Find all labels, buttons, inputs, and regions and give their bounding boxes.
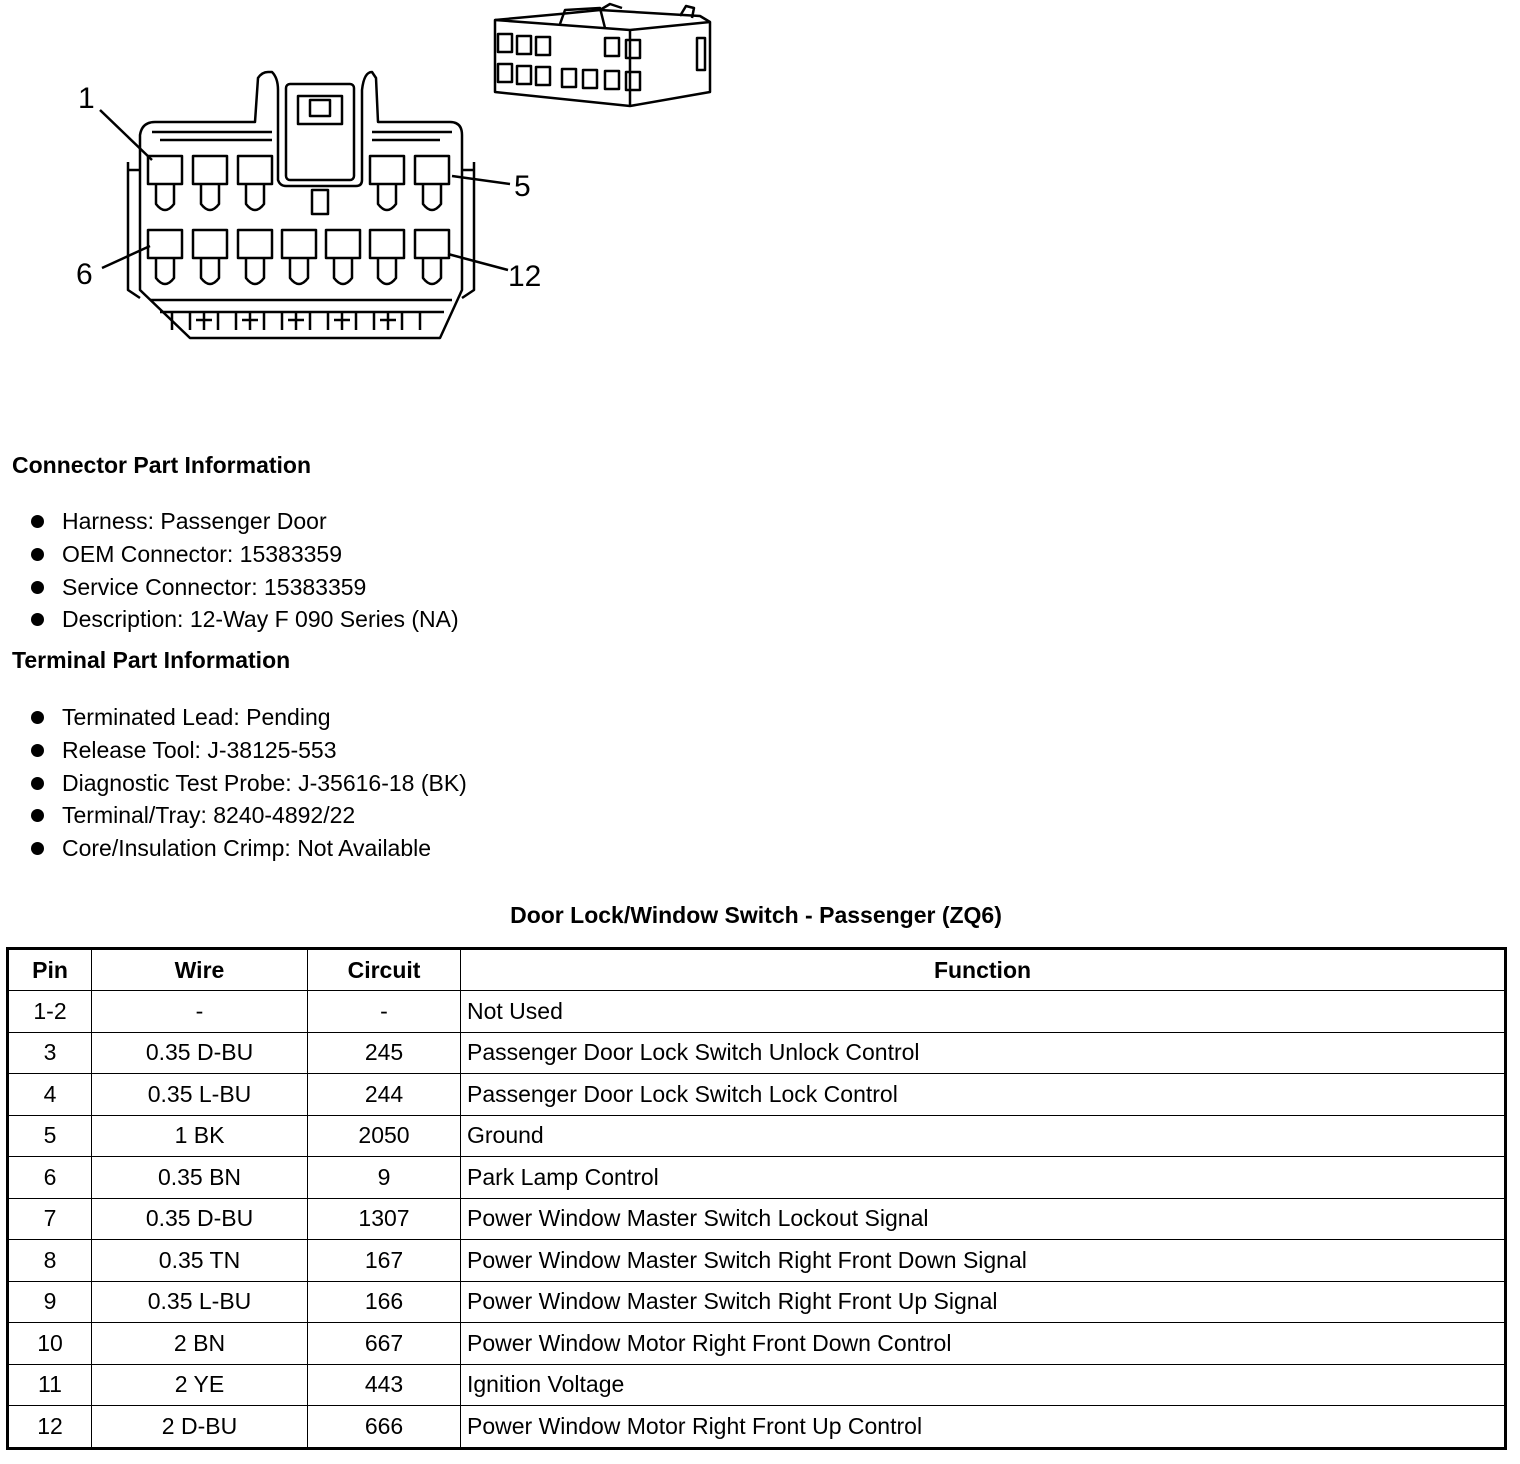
connector-part-info-heading: Connector Part Information [12, 452, 312, 478]
bullet-icon [31, 548, 44, 561]
table-header-row [8, 949, 1506, 991]
connector-3d-view [495, 4, 710, 106]
connector-diagram [0, 0, 760, 400]
bullet-icon [31, 613, 44, 626]
column-header-wire: Wire [92, 949, 308, 991]
column-header-circuit: Circuit [308, 949, 461, 991]
list-item: Terminal/Tray: 8240-4892/22 [28, 799, 467, 832]
table-row: 6 0.35 BN 9 Park Lamp Control [8, 1157, 1506, 1199]
table-row: 12 2 D-BU 666 Power Window Motor Right Front Up Control [8, 1406, 1506, 1449]
list-item: OEM Connector: 15383359 [28, 538, 459, 571]
bullet-icon [31, 515, 44, 528]
pin-label-1: 1 [78, 82, 95, 115]
column-header-pin: Pin [8, 949, 92, 991]
bullet-icon [31, 842, 44, 855]
bullet-icon [31, 581, 44, 594]
list-item: Core/Insulation Crimp: Not Available [28, 832, 467, 865]
table-row: 3 0.35 D-BU 245 Passenger Door Lock Switch Unlock Control [8, 1032, 1506, 1074]
list-item: Service Connector: 15383359 [28, 571, 459, 604]
table-row: 9 0.35 L-BU 166 Power Window Master Switch Right Front Up Signal [8, 1281, 1506, 1323]
table-row: 1-2 - - Not Used [8, 991, 1506, 1033]
bullet-icon [31, 711, 44, 724]
list-item: Diagnostic Test Probe: J-35616-18 (BK) [28, 767, 467, 800]
pinout-table [6, 947, 1507, 1450]
bullet-icon [31, 777, 44, 790]
pin-label-6: 6 [76, 258, 93, 291]
bullet-icon [31, 809, 44, 822]
list-item: Release Tool: J-38125-553 [28, 734, 467, 767]
connector-part-info-list [28, 505, 459, 636]
connector-face-view [100, 72, 510, 338]
list-item: Description: 12-Way F 090 Series (NA) [28, 603, 459, 636]
terminal-part-info-list [28, 701, 467, 865]
table-row: 10 2 BN 667 Power Window Motor Right Front Down Control [8, 1323, 1506, 1365]
table-row: 4 0.35 L-BU 244 Passenger Door Lock Switch Lock Control [8, 1074, 1506, 1116]
pin-label-12: 12 [508, 260, 542, 293]
column-header-function: Function [461, 949, 1506, 991]
pinout-table-title: Door Lock/Window Switch - Passenger (ZQ6) [510, 902, 1002, 928]
cavity-row-bottom [148, 230, 449, 284]
table-row: 5 1 BK 2050 Ground [8, 1115, 1506, 1157]
table-row: 7 0.35 D-BU 1307 Power Window Master Switch Lockout Signal [8, 1198, 1506, 1240]
table-row: 8 0.35 TN 167 Power Window Master Switch Right Front Down Signal [8, 1240, 1506, 1282]
pin-label-5: 5 [514, 170, 531, 203]
table-row: 11 2 YE 443 Ignition Voltage [8, 1364, 1506, 1406]
list-item: Terminated Lead: Pending [28, 701, 467, 734]
cavity-row-top [148, 156, 449, 210]
terminal-part-info-heading: Terminal Part Information [12, 647, 291, 673]
bullet-icon [31, 744, 44, 757]
list-item: Harness: Passenger Door [28, 505, 459, 538]
